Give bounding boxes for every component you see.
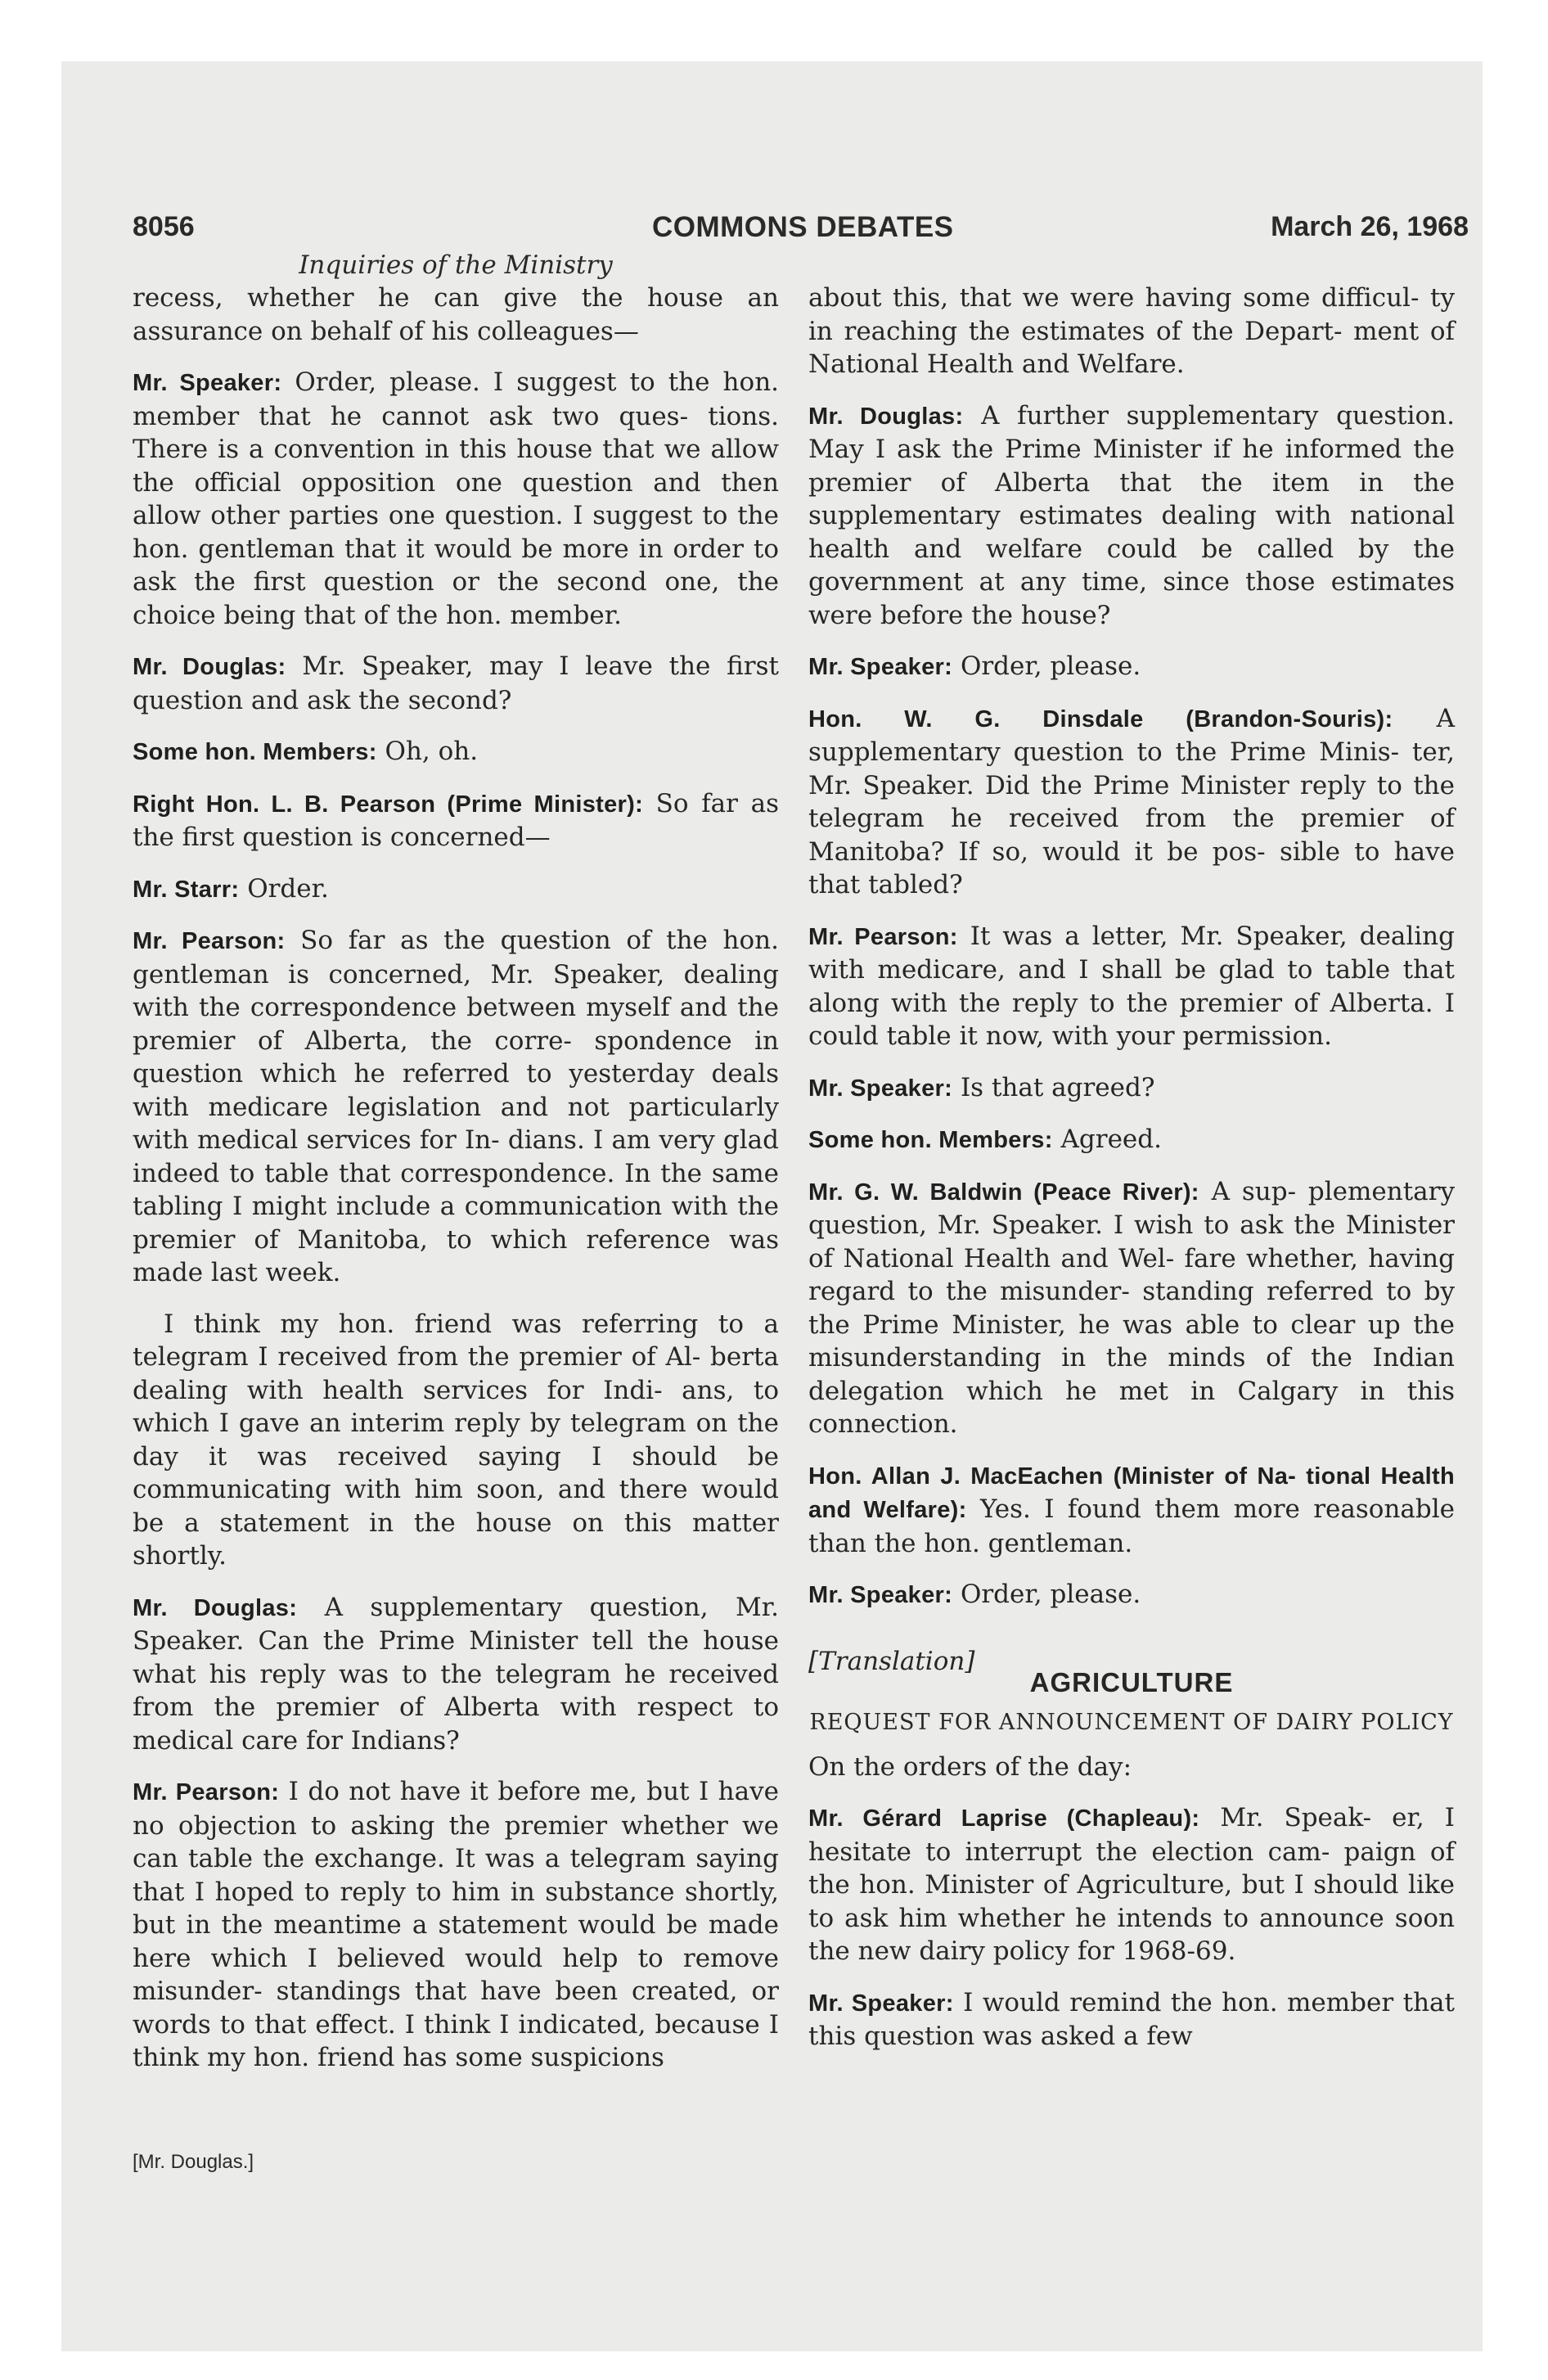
right-column (808, 282, 1455, 2071)
speech-text: Agreed. (1060, 1125, 1162, 1154)
speech-text: On the orders of the day: (808, 1751, 1132, 1782)
speech-text: Order. (247, 873, 329, 904)
speaker-name: Hon. W. G. Dinsdale (Brandon-Souris): (808, 705, 1393, 732)
agriculture-heading: AGRICULTURE (1029, 1667, 1234, 1697)
speech-paragraph (133, 1591, 779, 1758)
speech-text: A further supplementary question. May I ask the Prime Minister if he informed the premier of Alberta that the item in the supplementary estimates dealing with national health and welfare could be called by the government at any time, since those estimates were before the house? (808, 400, 1455, 630)
speech-text: I do not have it before me, but I have no objection to asking the premier whether we can table the exchange. It was a telegram saying that I hoped to reply to him in substance shortly, but in the meantime a statement would be made here which I believed would help to remove misunder- standings that have been created, or words to that effect. I think I indicated, because I think my hon. friend has some suspicions (133, 1777, 779, 2072)
agriculture-subheading: REQUEST FOR ANNOUNCEMENT OF DAIRY POLICY (809, 1709, 1454, 1735)
speech-paragraph (133, 735, 779, 769)
speech-paragraph (808, 920, 1455, 1053)
speech-paragraph (133, 787, 779, 854)
speech-paragraph (133, 1775, 779, 2075)
speaker-name: Mr. Gérard Laprise (Chapleau): (808, 1805, 1200, 1832)
speech-text: I think my hon. friend was referring to a telegram I received from the premier of Al- berta dealing with health services for Indi- ans, to which I gave an interim reply by telegram on the day it was received saying I should be communicating with him soon, and there would be a statement in the house on this matter shortly. (133, 1309, 779, 1571)
speech-text: Mr. Speak- er, I hesitate to interrupt the election cam- paign of the hon. Minister of Agriculture, but I should like to ask him whether he intends to announce soon the new dairy policy for 1968-69. (808, 1803, 1456, 1966)
speaker-name: Mr. Pearson: (808, 923, 958, 950)
speech-paragraph (133, 282, 779, 348)
speech-paragraph (808, 1071, 1455, 1106)
speech-paragraph (133, 1308, 779, 1573)
speech-paragraph (808, 1123, 1455, 1157)
section-title: Inquiries of the Ministry (299, 250, 613, 280)
speaker-name: Some hon. Members: (133, 739, 377, 765)
speaker-name: Mr. G. W. Baldwin (Peace River): (808, 1179, 1199, 1206)
speaker-name: Hon. Allan J. MacEachen (Minister of Na- tional Health and Welfare): (808, 1463, 1455, 1523)
speech-text: So far as the first question is concerned— (133, 788, 779, 852)
page-header (133, 211, 1481, 252)
speaker-name: Mr. Speaker: (808, 654, 953, 680)
left-column (133, 282, 779, 2093)
speech-text: recess, whether he can give the house an assurance on behalf of his colleagues— (133, 283, 779, 346)
speech-paragraph (808, 1459, 1455, 1561)
speech-text: Order, please. I suggest to the hon. member that he cannot ask two ques- tions. There is a convention in this house that we allow the official opposition one question and then allow other parties one question. I suggest to the hon. gentleman that it would be more in order to ask the first question or the second one, the choice being that of the hon. member. (133, 367, 780, 630)
speaker-name: Right Hon. L. B. Pearson (Prime Minister): (133, 791, 644, 818)
speech-text: It was a letter, Mr. Speaker, dealing with medicare, and I shall be glad to table that along with the reply to the premier of Alberta. I could table it now, with your permission. (808, 921, 1455, 1051)
speech-paragraph (808, 1751, 1455, 1784)
speech-text: Mr. Speaker, may I leave the first question and ask the second? (133, 651, 779, 715)
speech-paragraph (808, 1986, 1455, 2053)
speaker-name: Mr. Pearson: (133, 1779, 280, 1805)
speech-paragraph (133, 872, 779, 907)
speech-paragraph (808, 1578, 1455, 1612)
speech-paragraph (808, 282, 1455, 381)
speaker-name: Mr. Douglas: (133, 1594, 298, 1621)
speaker-name: Mr. Douglas: (133, 654, 286, 680)
speaker-name: Mr. Speaker: (808, 1075, 953, 1102)
speaker-name: Mr. Starr: (133, 876, 240, 903)
header-date: March 26, 1968 (1271, 211, 1469, 242)
speech-paragraph (808, 1175, 1455, 1441)
speech-text: A sup- plementary question, Mr. Speaker. I wish to ask the Minister of National Health and Wel- fare whether, having regard to the misunder- standing referred to by the Prime Minister, he was able to clear up the misunderstanding in the minds of the Indian delegation which he met in Calgary in this connection. (808, 1176, 1455, 1439)
translation-marker: [Translation] (808, 1646, 975, 1676)
speaker-name: Some hon. Members: (808, 1127, 1053, 1153)
speech-text: Order, please. (960, 1580, 1141, 1609)
speech-text: So far as the question of the hon. gentleman is concerned, Mr. Speaker, dealing with the correspondence between myself and the premier of Alberta, the corre- spondence in question which he referred to yesterday deals with medicare legislation and not particularly with medical services for In- dians. I am very glad indeed to table that correspondence. In the same tabling I might include a communication with the premier of Manitoba, to which reference was made last week. (133, 926, 779, 1287)
speech-text: Is that agreed? (960, 1072, 1155, 1102)
speech-text: A supplementary question to the Prime Minis- ter, Mr. Speaker. Did the Prime Minister reply to the telegram he received from the premier of Manitoba? If so, would it be pos- sible to have that tabled? (808, 703, 1455, 899)
speech-text: Order, please. (960, 651, 1141, 681)
speech-text: Oh, oh. (385, 737, 479, 766)
speaker-name: Mr. Pearson: (133, 928, 286, 954)
speech-text: Yes. I found them more reasonable than the hon. gentleman. (808, 1494, 1455, 1558)
speech-paragraph (133, 366, 779, 632)
speaker-name: Mr. Speaker: (808, 1990, 954, 2017)
speaker-name: Mr. Speaker: (808, 1582, 953, 1608)
speech-text: A supplementary question, Mr. Speaker. Can the Prime Minister tell the house what his reply was to the telegram he received from the premier of Alberta with respect to medical care for Indians? (133, 1592, 779, 1756)
speech-paragraph (808, 650, 1455, 684)
page-number: 8056 (133, 211, 195, 242)
speech-text: about this, that we were having some difficul- ty in reaching the estimates of the Depart- ment of National Health and Welfare. (808, 283, 1455, 379)
running-title: COMMONS DEBATES (652, 211, 954, 243)
speaker-name: Mr. Speaker: (133, 370, 282, 396)
speech-paragraph (808, 702, 1455, 902)
speaker-name: Mr. Douglas: (808, 403, 964, 430)
speech-paragraph (133, 650, 779, 717)
speech-paragraph (808, 399, 1455, 633)
footer-note: [Mr. Douglas.] (133, 2151, 254, 2173)
speech-text: I would remind the hon. member that this question was asked a few (808, 1987, 1455, 2051)
speech-paragraph (808, 1801, 1455, 1968)
speech-paragraph (133, 924, 779, 1290)
